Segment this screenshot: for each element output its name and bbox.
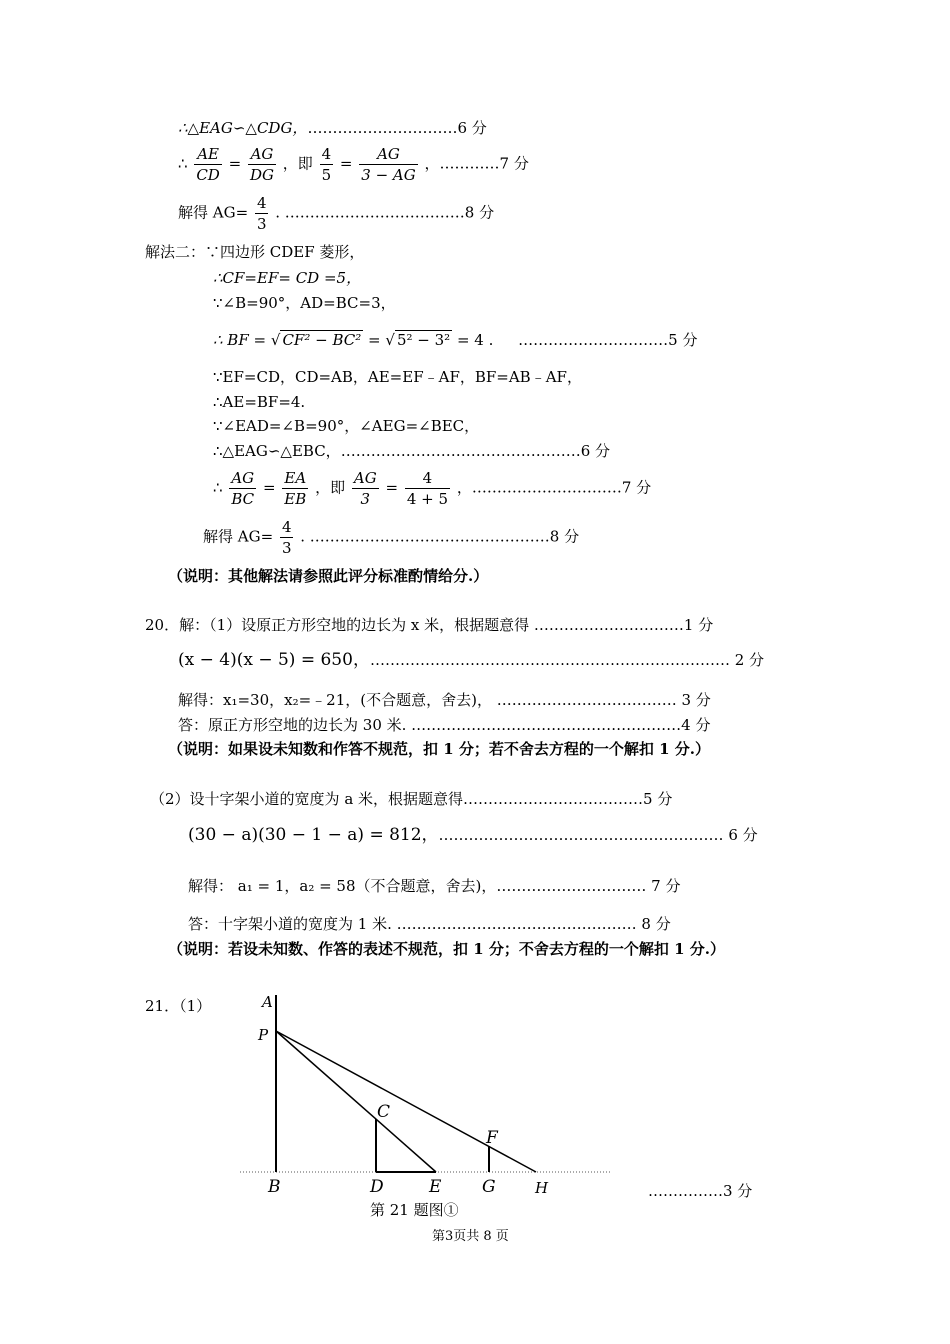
q21-score: ……………3 分 [648,1182,753,1200]
fraction: $\frac{4}{3}$ [281,518,292,557]
sol2-line-1: ∴CF=EF= CD =5， [213,269,362,287]
segment-ph [276,1031,536,1172]
square-root: 5² − 3² [396,331,451,349]
sol2-line-4: ∵EF=CD，CD=AB，AE=EF﹣AF，BF=AB﹣AF， [213,368,582,386]
point-label-b: B [268,1177,281,1197]
page-footer: 第3页共 8 页 [432,1229,509,1244]
sol2-line-5: ∴AE=BF=4. [213,393,306,411]
sol1-similar-line: ∴△EAG∽△CDG，…………………………6 分 [178,119,487,137]
q20-note-1: （说明：如果设未知数和作答不规范，扣 1 分；若不舍去方程的一个解扣 1 分.） [168,740,710,758]
q20-line-4: 答：原正方形空地的边长为 30 米. ………………………………………………4 分 [178,716,711,734]
sol2-ratio-line: ∴ $\frac{AG}{BC}$ = $\frac{EA}{EB}$ ，即 $\frac{AG}{3}$ = $\frac{4}{4 + 5}$ ，…………………………7 分 [213,469,652,508]
fraction: $\frac{EA}{EB}$ [284,469,307,508]
q20-equation-1: (x − 4)(x − 5) = 650，……………………………………………………………… 2 分 [178,650,765,670]
sol2-line-3: ∴ BF = √ CF² − BC² = √ 5² − 3² = 4 . …………………………5 分 [213,331,698,349]
sol2-line-6: ∵∠EAD=∠B=90°，∠AEG=∠BEC， [213,417,480,435]
point-label-c: C [377,1102,391,1122]
fraction: $\frac{AG}{BC}$ [231,469,255,508]
fraction: $\frac{AE}{CD}$ [196,145,220,184]
segment-pe [276,1031,436,1172]
fraction: $\frac{AG}{3}$ [353,469,377,508]
q20-line-1: 20．解：（1）设原正方形空地的边长为 x 米，根据题意得 …………………………1 分 [145,616,714,634]
point-label-p: P [258,1026,269,1044]
sol1-ratio-line: ∴ $\frac{AE}{CD}$ = $\frac{AG}{DG}$ ，即 $\frac{4}{5}$ = $\frac{AG}{3 - AG}$ ，…………7 分 [178,145,529,184]
point-label-a: A [262,993,273,1011]
q20-line-8: 答：十字架小道的宽度为 1 米. ………………………………………… 8 分 [188,915,671,933]
q21-figure [230,985,620,1200]
sol1-result-line: 解得 AG= $\frac{4}{3}$ . ………………………………8 分 [178,194,495,233]
q20-note-2: （说明：若设未知数、作答的表述不规范，扣 1 分；不舍去方程的一个解扣 1 分.） [168,940,725,958]
fraction: $\frac{4}{3}$ [256,194,267,233]
q20-line-7: 解得： a₁ = 1，a₂ = 58（不合题意，舍去)，………………………… 7 分 [188,877,681,895]
point-label-d: D [370,1177,384,1197]
fraction: $\frac{4}{5}$ [321,145,332,184]
point-label-h: H [535,1179,549,1197]
sol2-line-7: ∴△EAG∽△EBC，…………………………………………6 分 [213,442,610,460]
point-label-f: F [486,1128,498,1148]
sol2-result-line: 解得 AG= $\frac{4}{3}$ . …………………………………………8 分 [203,518,580,557]
point-label-e: E [429,1177,442,1197]
sol2-line-2: ∵∠B=90°，AD=BC=3， [213,294,396,312]
q20-equation-2: (30 − a)(30 − 1 − a) = 812，………………………………………………… 6 分 [188,825,758,845]
fraction: $\frac{AG}{3 - AG}$ [361,145,416,184]
fraction: $\frac{4}{4 + 5}$ [406,469,449,508]
q20-part-2: （2）设十字架小道的宽度为 a 米，根据题意得………………………………5 分 [150,790,673,808]
square-root: CF² − BC² [282,331,362,349]
q21-caption: 第 21 题图① [370,1201,459,1219]
q21-label: 21．（1） [145,997,212,1015]
point-label-g: G [482,1177,496,1197]
sol2-title: 解法二：∵四边形 CDEF 菱形， [145,243,365,261]
sol2-note: （说明：其他解法请参照此评分标准酌情给分.） [168,567,489,585]
fraction: $\frac{AG}{DG}$ [249,145,274,184]
q20-line-3: 解得：x₁=30，x₂=﹣21，(不合题意，舍去)， ……………………………… 3 分 [178,691,711,709]
